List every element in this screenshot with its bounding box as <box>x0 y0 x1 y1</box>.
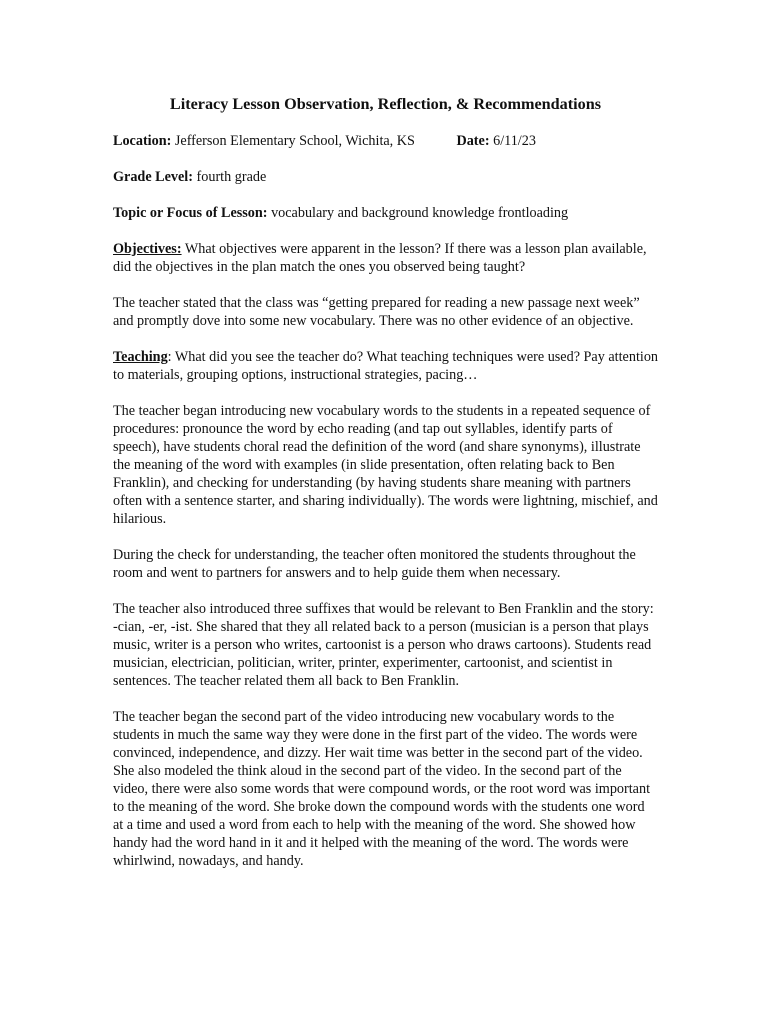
location-value: Jefferson Elementary School, Wichita, KS <box>174 133 415 149</box>
topic-value: vocabulary and background knowledge frontloading <box>271 205 569 221</box>
topic-label: Topic or Focus of Lesson: <box>113 205 268 221</box>
teaching-paragraph-second-video: The teacher began the second part of the video introducing new vocabulary words to the students in much the same way they were done in the first part of the video. The words were convinced, independence, and dizzy. Her wait time was better in the second part of the video. She also modeled the think aloud in the second part of the video. In the second part of the video, there were also some words that were compound words, or the root word was important to the meaning of the word. She broke down the compound words with the students one word at a time and used a word from each to help with the meaning of the word. She showed how handy had the word hand in it and it helped with the meaning of the word. The words were whirlwind, nowadays, and handy. <box>113 709 651 869</box>
date-label: Date: <box>456 133 490 149</box>
objectives-prompt-text: What objectives were apparent in the lesson? If there was a lesson plan available, did the objectives in the plan match the ones you observed being taught? <box>113 241 647 275</box>
date-group <box>456 132 535 150</box>
teaching-label: Teaching <box>113 349 168 365</box>
teaching-paragraph-suffixes: The teacher also introduced three suffixes that would be relevant to Ben Franklin and the story: -cian, -er, -ist. She shared that they all related back to a person (musician is a person that plays music, writer is a person who writes, cartoonist is a person who draws cartoons). Students read musician, electrician, politician, writer, printer, experimenter, cartoonist, and scientist in sentences. The teacher related them all back to Ben Franklin. <box>113 601 654 689</box>
objectives-prompt <box>113 240 658 276</box>
topic-row <box>113 204 658 222</box>
objectives-response: The teacher stated that the class was “getting prepared for reading a new passage next week” and promptly dove into some new vocabulary. There was no other evidence of an objective. <box>113 295 640 329</box>
document-content <box>113 94 658 888</box>
teaching-paragraph-check-understanding: During the check for understanding, the teacher often monitored the students throughout the room and went to partners for answers and to help guide them when necessary. <box>113 547 636 581</box>
location-label: Location: <box>113 133 172 149</box>
grade-level-value: fourth grade <box>196 169 267 185</box>
teaching-prompt-text: : What did you see the teacher do? What teaching techniques were used? Pay attention to materials, grouping options, instructional strategies, pacing… <box>113 349 659 383</box>
teaching-prompt <box>113 348 658 384</box>
location-date-row <box>113 132 658 150</box>
objectives-label: Objectives: <box>113 241 182 257</box>
grade-level-row <box>113 168 658 186</box>
date-value: 6/11/23 <box>493 133 536 149</box>
document-title: Literacy Lesson Observation, Reflection, & Recommendations <box>169 95 602 113</box>
teaching-paragraph-vocabulary: The teacher began introducing new vocabulary words to the students in a repeated sequence of procedures: pronounce the word by echo reading (and tap out syllables, identify parts of speech), have students choral read the definition of the word (and share synonyms), illustrate the meaning of the word with examples (in slide presentation, often relating back to Ben Franklin), and checking for understanding (by having students share meaning with partners often with a sentence starter, and sharing individually). The words were lightning, mischief, and hilarious. <box>113 403 658 527</box>
grade-level-label: Grade Level: <box>113 169 193 185</box>
